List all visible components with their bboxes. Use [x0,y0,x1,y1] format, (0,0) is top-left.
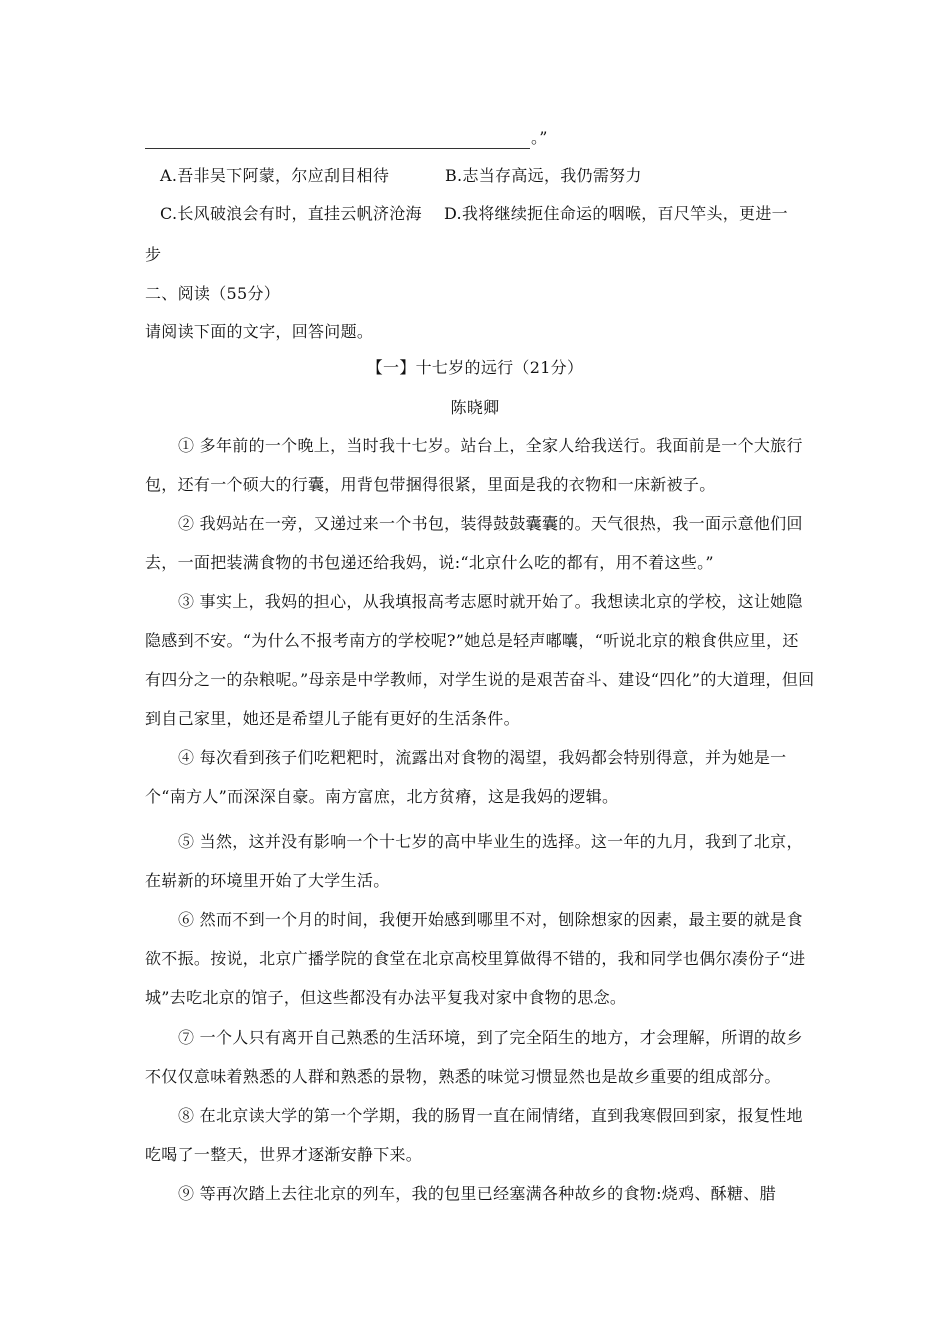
question-tail: 。” [531,128,548,147]
answer-blank-line [145,148,530,149]
article-author: 陈晓卿 [450,398,500,417]
section-heading: 二、阅读（55分） [145,284,281,303]
article-paragraph-3: ③ 事实上，我妈的担心，从我填报高考志愿时就开始了。我想读北京的学校，这让她隐隐感到不安。“为什么不报考南方的学校呢?”她总是轻声嘟囔，“听说北京的粮食供应里，还有四分之一的杂粮呢。”母亲是中学教师，对学生说的是艰苦奋斗、建设“四化”的大道理，但回到自己家里，她还是希望儿子能有更好的生活条件。 [145,592,815,728]
option-a: A.吾非吴下阿蒙，尔应刮目相待 [160,166,390,185]
reading-instruction: 请阅读下面的文字，回答问题。 [145,322,374,341]
article-paragraph-6: ⑥ 然而不到一个月的时间，我便开始感到哪里不对，刨除想家的因素，最主要的就是食欲不振。按说，北京广播学院的食堂在北京高校里算做得不错的，我和同学也偶尔凑份子“进城”去吃北京的馆子，但这些都没有办法平复我对家中食物的思念。 [145,910,806,1007]
option-c: C.长风破浪会有时，直挂云帆济沧海 [160,204,422,223]
article-paragraph-8: ⑧ 在北京读大学的第一个学期，我的肠胃一直在闹情绪，直到我寒假回到家，报复性地吃喝了一整天，世界才逐渐安静下来。 [145,1106,803,1164]
article-paragraph-7: ⑦ 一个人只有离开自己熟悉的生活环境，到了完全陌生的地方，才会理解，所谓的故乡不仅仅意味着熟悉的人群和熟悉的景物，熟悉的味觉习惯显然也是故乡重要的组成部分。 [145,1028,803,1086]
article-title: 【一】十七岁的远行（21分） [366,358,584,377]
article-paragraph-9: ⑨ 等再次踏上去往北京的列车，我的包里已经塞满各种故乡的食物:烧鸡、酥糖、腊 [178,1184,776,1203]
article-paragraph-2: ② 我妈站在一旁，又递过来一个书包，装得鼓鼓囊囊的。天气很热，我一面示意他们回去，一面把装满食物的书包递还给我妈，说:“北京什么吃的都有，用不着这些。” [145,514,803,572]
option-d-continuation: 步 [145,245,162,264]
option-d: D.我将继续扼住命运的咽喉，百尺竿头，更进一 [444,204,788,223]
article-paragraph-1: ① 多年前的一个晚上，当时我十七岁。站台上，全家人给我送行。我面前是一个大旅行包，还有一个硕大的行囊，用背包带捆得很紧，里面是我的衣物和一床新被子。 [145,436,803,494]
option-b: B.志当存高远，我仍需努力 [445,166,642,185]
article-paragraph-4: ④ 每次看到孩子们吃粑粑时，流露出对食物的渴望，我妈都会特别得意，并为她是一个“南方人”而深深自豪。南方富庶，北方贫瘠，这是我妈的逻辑。 [145,748,787,806]
article-paragraph-5: ⑤ 当然，这并没有影响一个十七岁的高中毕业生的选择。这一年的九月，我到了北京，在崭新的环境里开始了大学生活。 [145,832,803,890]
